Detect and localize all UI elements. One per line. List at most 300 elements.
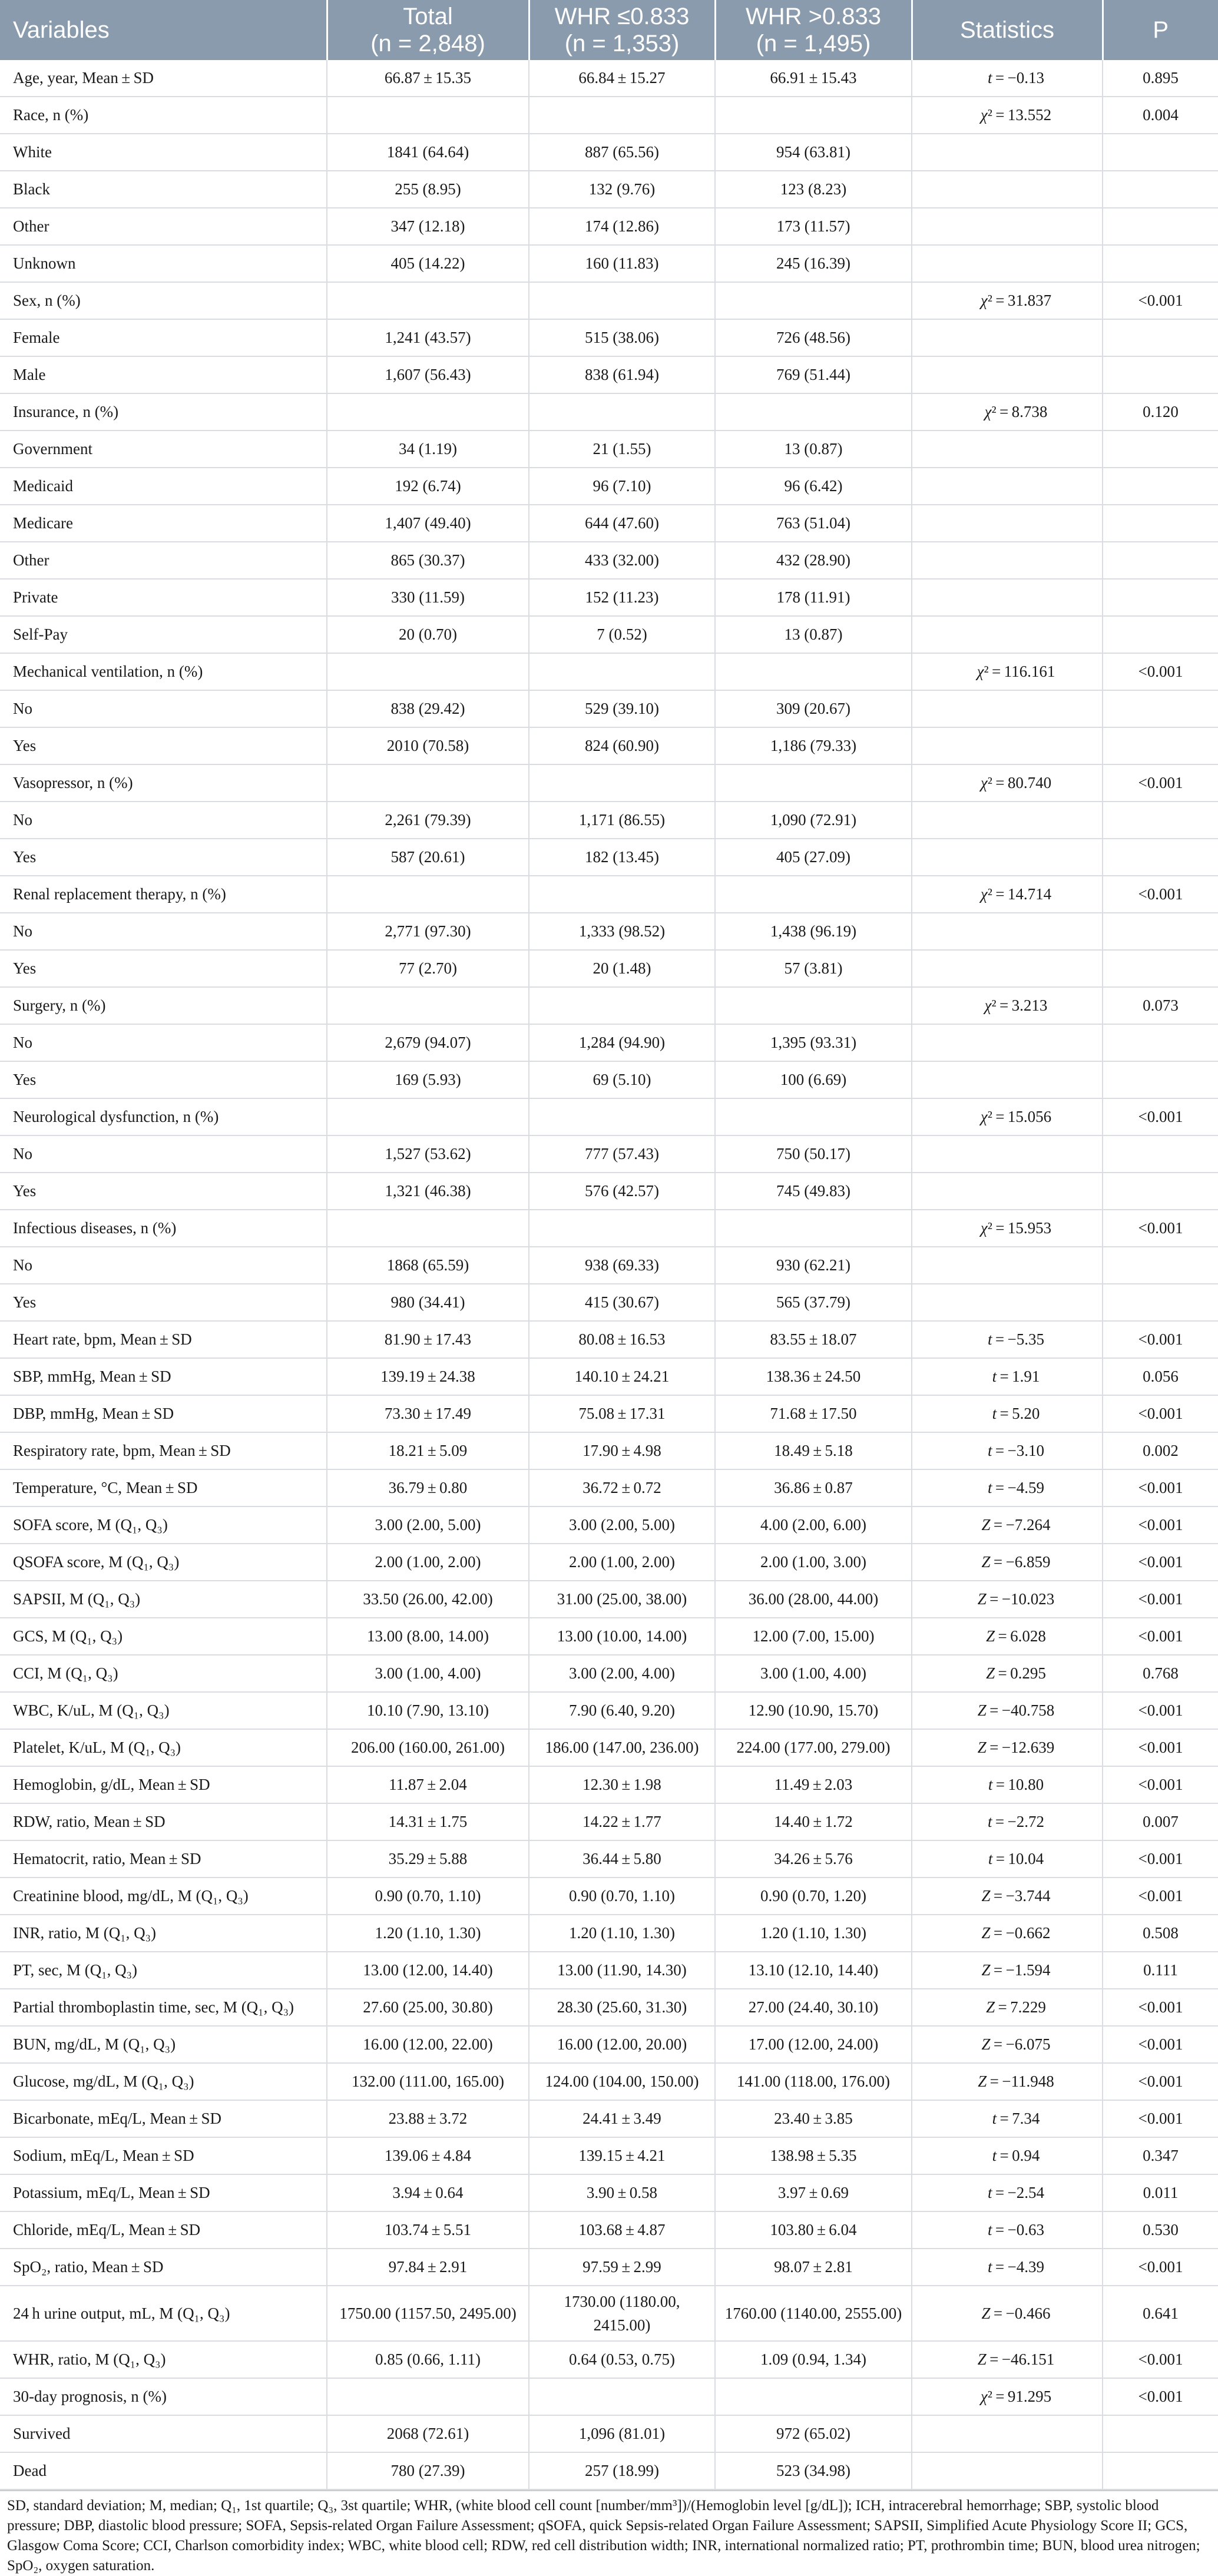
whr-high-cell: 750 (50.17) — [715, 1135, 912, 1173]
total-cell: 1750.00 (1157.50, 2495.00) — [327, 2286, 529, 2341]
statistic-symbol: t — [992, 1368, 997, 1385]
p-value-cell: <0.001 — [1103, 2249, 1218, 2286]
table-row — [0, 60, 1218, 97]
variable-cell: SAPSII, M (Q₁, Q₃) — [0, 1581, 327, 1618]
statistics-cell: Z = −40.758 — [912, 1692, 1103, 1729]
statistic-symbol: Z — [986, 1627, 995, 1645]
statistic-symbol: t — [987, 2258, 992, 2276]
statistics-cell — [912, 468, 1103, 505]
statistic-symbol: Z — [977, 2350, 987, 2368]
statistics-cell: χ² = 80.740 — [912, 764, 1103, 802]
total-cell: 3.94 ± 0.64 — [327, 2174, 529, 2211]
table-row — [0, 1618, 1218, 1655]
whr-high-cell: 173 (11.57) — [715, 208, 912, 245]
statistics-cell: Z = −12.639 — [912, 1729, 1103, 1766]
table-row — [0, 1915, 1218, 1952]
table-row — [0, 1358, 1218, 1395]
header-whr-high — [715, 0, 912, 60]
variable-cell: No — [0, 690, 327, 727]
variable-cell: Yes — [0, 1284, 327, 1321]
total-cell: 139.06 ± 4.84 — [327, 2137, 529, 2174]
whr-high-cell: 13.10 (12.10, 14.40) — [715, 1952, 912, 1989]
whr-low-cell: 182 (13.45) — [529, 839, 715, 876]
statistics-cell: t = 0.94 — [912, 2137, 1103, 2174]
whr-low-cell: 938 (69.33) — [529, 1247, 715, 1284]
total-cell: 35.29 ± 5.88 — [327, 1840, 529, 1878]
total-cell: 330 (11.59) — [327, 579, 529, 616]
total-cell: 1,607 (56.43) — [327, 356, 529, 393]
whr-high-cell: 769 (51.44) — [715, 356, 912, 393]
p-value-cell — [1103, 950, 1218, 987]
statistics-cell: χ² = 31.837 — [912, 282, 1103, 319]
whr-high-cell: 17.00 (12.00, 24.00) — [715, 2026, 912, 2063]
table-row — [0, 1284, 1218, 1321]
table-row — [0, 1061, 1218, 1098]
whr-high-cell: 123 (8.23) — [715, 171, 912, 208]
variable-cell: Female — [0, 319, 327, 356]
table-row — [0, 1878, 1218, 1915]
variable-cell: WHR, ratio, M (Q₁, Q₃) — [0, 2341, 327, 2378]
variable-cell: QSOFA score, M (Q₁, Q₃) — [0, 1544, 327, 1581]
statistic-symbol: Z — [986, 1998, 995, 2016]
statistics-cell — [912, 1024, 1103, 1061]
total-cell: 103.74 ± 5.51 — [327, 2211, 529, 2249]
p-value-cell: 0.641 — [1103, 2286, 1218, 2341]
p-value-cell: <0.001 — [1103, 1840, 1218, 1878]
table-row — [0, 2026, 1218, 2063]
whr-high-cell: 100 (6.69) — [715, 1061, 912, 1098]
statistics-cell: χ² = 15.953 — [912, 1210, 1103, 1247]
whr-high-cell: 745 (49.83) — [715, 1173, 912, 1210]
total-cell: 2010 (70.58) — [327, 727, 529, 764]
whr-high-cell: 1,090 (72.91) — [715, 802, 912, 839]
header-statistics: Statistics — [912, 0, 1103, 60]
total-cell: 838 (29.42) — [327, 690, 529, 727]
p-value-cell: <0.001 — [1103, 2100, 1218, 2137]
whr-low-cell: 3.00 (2.00, 4.00) — [529, 1655, 715, 1692]
table-row — [0, 1173, 1218, 1210]
p-value-cell — [1103, 1061, 1218, 1098]
variable-cell: Yes — [0, 727, 327, 764]
whr-low-cell: 97.59 ± 2.99 — [529, 2249, 715, 2286]
statistic-symbol: χ — [980, 2388, 988, 2405]
whr-low-cell: 152 (11.23) — [529, 579, 715, 616]
whr-low-cell — [529, 653, 715, 690]
total-cell — [327, 1210, 529, 1247]
whr-low-cell — [529, 1210, 715, 1247]
statistic-symbol: χ — [980, 1108, 988, 1125]
total-cell: 1,407 (49.40) — [327, 505, 529, 542]
table-row — [0, 727, 1218, 764]
total-cell: 139.19 ± 24.38 — [327, 1358, 529, 1395]
table-body — [0, 60, 1218, 2489]
total-cell: 980 (34.41) — [327, 1284, 529, 1321]
p-value-cell — [1103, 1135, 1218, 1173]
statistics-cell — [912, 950, 1103, 987]
header-total-n: (n = 2,848) — [370, 31, 485, 57]
whr-low-cell: 36.44 ± 5.80 — [529, 1840, 715, 1878]
variable-cell: Unknown — [0, 245, 327, 282]
whr-low-cell: 433 (32.00) — [529, 542, 715, 579]
statistics-cell: t = −4.59 — [912, 1469, 1103, 1506]
statistics-cell — [912, 616, 1103, 653]
total-cell: 865 (30.37) — [327, 542, 529, 579]
whr-high-cell: 27.00 (24.40, 30.10) — [715, 1989, 912, 2026]
variable-cell: WBC, K/uL, M (Q₁, Q₃) — [0, 1692, 327, 1729]
whr-low-cell: 1730.00 (1180.00, 2415.00) — [529, 2286, 715, 2341]
table-row — [0, 802, 1218, 839]
table-row — [0, 468, 1218, 505]
whr-high-cell: 0.90 (0.70, 1.20) — [715, 1878, 912, 1915]
table-row — [0, 542, 1218, 579]
table-row — [0, 1432, 1218, 1469]
p-value-cell: <0.001 — [1103, 1544, 1218, 1581]
statistics-cell: Z = −11.948 — [912, 2063, 1103, 2100]
whr-low-cell: 186.00 (147.00, 236.00) — [529, 1729, 715, 1766]
whr-low-cell: 96 (7.10) — [529, 468, 715, 505]
variable-cell: Yes — [0, 1061, 327, 1098]
whr-high-cell: 405 (27.09) — [715, 839, 912, 876]
whr-low-cell: 17.90 ± 4.98 — [529, 1432, 715, 1469]
variable-cell: No — [0, 1024, 327, 1061]
whr-low-cell — [529, 393, 715, 431]
p-value-cell: 0.056 — [1103, 1358, 1218, 1395]
total-cell: 16.00 (12.00, 22.00) — [327, 2026, 529, 2063]
whr-low-cell: 36.72 ± 0.72 — [529, 1469, 715, 1506]
variable-cell: Glucose, mg/dL, M (Q₁, Q₃) — [0, 2063, 327, 2100]
whr-high-cell: 138.98 ± 5.35 — [715, 2137, 912, 2174]
variable-cell: Private — [0, 579, 327, 616]
whr-high-cell: 98.07 ± 2.81 — [715, 2249, 912, 2286]
statistics-cell: χ² = 14.714 — [912, 876, 1103, 913]
variable-cell: Hemoglobin, g/dL, Mean ± SD — [0, 1766, 327, 1803]
variable-cell: Renal replacement therapy, n (%) — [0, 876, 327, 913]
p-value-cell: <0.001 — [1103, 1766, 1218, 1803]
table-row — [0, 987, 1218, 1024]
total-cell: 1.20 (1.10, 1.30) — [327, 1915, 529, 1952]
whr-low-cell: 824 (60.90) — [529, 727, 715, 764]
total-cell: 77 (2.70) — [327, 950, 529, 987]
total-cell: 66.87 ± 15.35 — [327, 60, 529, 97]
total-cell: 169 (5.93) — [327, 1061, 529, 1098]
total-cell: 2068 (72.61) — [327, 2415, 529, 2452]
statistics-cell — [912, 802, 1103, 839]
table-row — [0, 1321, 1218, 1358]
statistics-cell: χ² = 116.161 — [912, 653, 1103, 690]
statistics-cell: t = 10.04 — [912, 1840, 1103, 1878]
statistic-symbol: Z — [981, 2305, 991, 2322]
total-cell: 34 (1.19) — [327, 431, 529, 468]
total-cell: 192 (6.74) — [327, 468, 529, 505]
statistics-cell — [912, 245, 1103, 282]
p-value-cell: <0.001 — [1103, 2378, 1218, 2415]
whr-high-cell: 66.91 ± 15.43 — [715, 60, 912, 97]
variable-cell: White — [0, 134, 327, 171]
whr-low-cell: 31.00 (25.00, 38.00) — [529, 1581, 715, 1618]
statistic-symbol: χ — [977, 663, 984, 680]
whr-high-cell — [715, 987, 912, 1024]
p-value-cell: 0.111 — [1103, 1952, 1218, 1989]
table-row — [0, 393, 1218, 431]
table-row — [0, 431, 1218, 468]
statistics-cell — [912, 171, 1103, 208]
whr-high-cell — [715, 653, 912, 690]
whr-high-cell: 1,438 (96.19) — [715, 913, 912, 950]
table-row — [0, 2378, 1218, 2415]
whr-low-cell: 13.00 (11.90, 14.30) — [529, 1952, 715, 1989]
table-row — [0, 913, 1218, 950]
statistics-cell — [912, 2452, 1103, 2489]
statistics-cell: t = −2.72 — [912, 1803, 1103, 1840]
variable-cell: CCI, M (Q₁, Q₃) — [0, 1655, 327, 1692]
total-cell: 1,527 (53.62) — [327, 1135, 529, 1173]
whr-high-cell — [715, 2378, 912, 2415]
table-row — [0, 2341, 1218, 2378]
p-value-cell: <0.001 — [1103, 2341, 1218, 2378]
whr-low-cell: 13.00 (10.00, 14.00) — [529, 1618, 715, 1655]
statistics-cell: t = −3.10 — [912, 1432, 1103, 1469]
total-cell — [327, 282, 529, 319]
statistic-symbol: χ — [980, 885, 988, 903]
statistics-cell: t = 7.34 — [912, 2100, 1103, 2137]
statistics-cell — [912, 1247, 1103, 1284]
table-row — [0, 1135, 1218, 1173]
variable-cell: Sodium, mEq/L, Mean ± SD — [0, 2137, 327, 2174]
statistics-cell: t = −2.54 — [912, 2174, 1103, 2211]
total-cell: 3.00 (1.00, 4.00) — [327, 1655, 529, 1692]
whr-high-cell: 36.00 (28.00, 44.00) — [715, 1581, 912, 1618]
statistics-cell — [912, 913, 1103, 950]
statistics-cell: Z = −1.594 — [912, 1952, 1103, 1989]
table-row — [0, 245, 1218, 282]
statistic-symbol: χ — [980, 106, 988, 124]
p-value-cell — [1103, 2415, 1218, 2452]
whr-low-cell: 21 (1.55) — [529, 431, 715, 468]
statistics-cell — [912, 319, 1103, 356]
statistic-symbol: t — [988, 1850, 993, 1868]
p-value-cell — [1103, 2452, 1218, 2489]
whr-low-cell: 69 (5.10) — [529, 1061, 715, 1098]
whr-low-cell: 1,284 (94.90) — [529, 1024, 715, 1061]
total-cell: 73.30 ± 17.49 — [327, 1395, 529, 1432]
p-value-cell — [1103, 468, 1218, 505]
statistics-cell — [912, 542, 1103, 579]
p-value-cell: <0.001 — [1103, 1506, 1218, 1544]
table-row — [0, 2249, 1218, 2286]
table-row — [0, 2063, 1218, 2100]
total-cell: 255 (8.95) — [327, 171, 529, 208]
table-row — [0, 2415, 1218, 2452]
whr-high-cell — [715, 764, 912, 802]
statistic-symbol: t — [988, 1776, 993, 1793]
whr-low-cell: 887 (65.56) — [529, 134, 715, 171]
whr-low-cell: 7 (0.52) — [529, 616, 715, 653]
statistics-cell — [912, 1061, 1103, 1098]
p-value-cell: <0.001 — [1103, 1729, 1218, 1766]
p-value-cell: <0.001 — [1103, 1989, 1218, 2026]
table-row — [0, 1210, 1218, 1247]
whr-high-cell: 36.86 ± 0.87 — [715, 1469, 912, 1506]
statistics-cell: t = −0.63 — [912, 2211, 1103, 2249]
whr-low-cell: 515 (38.06) — [529, 319, 715, 356]
variable-cell: Other — [0, 542, 327, 579]
variable-cell: Heart rate, bpm, Mean ± SD — [0, 1321, 327, 1358]
variable-cell: Chloride, mEq/L, Mean ± SD — [0, 2211, 327, 2249]
total-cell: 2,261 (79.39) — [327, 802, 529, 839]
whr-low-cell — [529, 876, 715, 913]
whr-high-cell: 3.97 ± 0.69 — [715, 2174, 912, 2211]
total-cell: 18.21 ± 5.09 — [327, 1432, 529, 1469]
total-cell: 10.10 (7.90, 13.10) — [327, 1692, 529, 1729]
variable-cell: Race, n (%) — [0, 97, 327, 134]
total-cell — [327, 987, 529, 1024]
whr-low-cell: 1.20 (1.10, 1.30) — [529, 1915, 715, 1952]
variable-cell: SOFA score, M (Q₁, Q₃) — [0, 1506, 327, 1544]
variable-cell: RDW, ratio, Mean ± SD — [0, 1803, 327, 1840]
p-value-cell: <0.001 — [1103, 2026, 1218, 2063]
whr-high-cell: 1,186 (79.33) — [715, 727, 912, 764]
p-value-cell — [1103, 913, 1218, 950]
p-value-cell: <0.001 — [1103, 1321, 1218, 1358]
statistics-cell — [912, 579, 1103, 616]
table-row — [0, 1803, 1218, 1840]
statistics-cell — [912, 690, 1103, 727]
variable-cell: Respiratory rate, bpm, Mean ± SD — [0, 1432, 327, 1469]
whr-low-cell: 66.84 ± 15.27 — [529, 60, 715, 97]
whr-high-cell: 3.00 (1.00, 4.00) — [715, 1655, 912, 1692]
whr-low-cell: 140.10 ± 24.21 — [529, 1358, 715, 1395]
statistic-symbol: Z — [981, 1887, 991, 1905]
statistic-symbol: Z — [981, 2035, 991, 2053]
table-row — [0, 1766, 1218, 1803]
table-row — [0, 1395, 1218, 1432]
whr-low-cell: 20 (1.48) — [529, 950, 715, 987]
p-value-cell — [1103, 616, 1218, 653]
p-value-cell: <0.001 — [1103, 1469, 1218, 1506]
p-value-cell — [1103, 356, 1218, 393]
table-row — [0, 134, 1218, 171]
p-value-cell — [1103, 245, 1218, 282]
statistics-cell — [912, 505, 1103, 542]
statistics-cell: t = −5.35 — [912, 1321, 1103, 1358]
statistics-cell: t = −0.13 — [912, 60, 1103, 97]
table-row — [0, 1840, 1218, 1878]
whr-high-cell: 1.20 (1.10, 1.30) — [715, 1915, 912, 1952]
table-row — [0, 690, 1218, 727]
p-value-cell: <0.001 — [1103, 1210, 1218, 1247]
statistic-symbol: Z — [981, 1553, 991, 1571]
table-row — [0, 2174, 1218, 2211]
whr-high-cell: 14.40 ± 1.72 — [715, 1803, 912, 1840]
whr-high-cell: 138.36 ± 24.50 — [715, 1358, 912, 1395]
table-row — [0, 171, 1218, 208]
whr-low-cell: 14.22 ± 1.77 — [529, 1803, 715, 1840]
variable-cell: No — [0, 802, 327, 839]
table-row — [0, 616, 1218, 653]
whr-low-cell: 576 (42.57) — [529, 1173, 715, 1210]
p-value-cell — [1103, 319, 1218, 356]
header-total — [327, 0, 529, 60]
whr-high-cell: 141.00 (118.00, 176.00) — [715, 2063, 912, 2100]
whr-low-cell: 1,171 (86.55) — [529, 802, 715, 839]
variable-cell: 30-day prognosis, n (%) — [0, 2378, 327, 2415]
whr-low-cell: 3.00 (2.00, 5.00) — [529, 1506, 715, 1544]
whr-low-cell: 24.41 ± 3.49 — [529, 2100, 715, 2137]
total-cell: 0.90 (0.70, 1.10) — [327, 1878, 529, 1915]
whr-high-cell: 954 (63.81) — [715, 134, 912, 171]
whr-low-cell — [529, 282, 715, 319]
statistics-cell: χ² = 13.552 — [912, 97, 1103, 134]
total-cell: 1841 (64.64) — [327, 134, 529, 171]
p-value-cell: <0.001 — [1103, 1618, 1218, 1655]
variable-cell: Sex, n (%) — [0, 282, 327, 319]
statistics-cell: t = 1.91 — [912, 1358, 1103, 1395]
whr-low-cell: 777 (57.43) — [529, 1135, 715, 1173]
whr-low-cell: 415 (30.67) — [529, 1284, 715, 1321]
statistics-cell: Z = 0.295 — [912, 1655, 1103, 1692]
statistic-symbol: t — [987, 2221, 992, 2239]
statistic-symbol: Z — [986, 1664, 995, 1682]
table-row — [0, 208, 1218, 245]
table-row — [0, 1506, 1218, 1544]
p-value-cell — [1103, 579, 1218, 616]
variable-cell: SBP, mmHg, Mean ± SD — [0, 1358, 327, 1395]
whr-low-cell: 1,096 (81.01) — [529, 2415, 715, 2452]
whr-high-cell: 18.49 ± 5.18 — [715, 1432, 912, 1469]
variable-cell: Potassium, mEq/L, Mean ± SD — [0, 2174, 327, 2211]
whr-high-cell — [715, 393, 912, 431]
p-value-cell: 0.508 — [1103, 1915, 1218, 1952]
table-header — [0, 0, 1218, 60]
table-row — [0, 1692, 1218, 1729]
table-row — [0, 2137, 1218, 2174]
table-row — [0, 319, 1218, 356]
p-value-cell — [1103, 431, 1218, 468]
variable-cell: Temperature, °C, Mean ± SD — [0, 1469, 327, 1506]
whr-high-cell: 1,395 (93.31) — [715, 1024, 912, 1061]
variable-cell: Partial thromboplastin time, sec, M (Q₁, Q₃) — [0, 1989, 327, 2026]
whr-low-cell: 2.00 (1.00, 2.00) — [529, 1544, 715, 1581]
statistic-symbol: t — [992, 2110, 997, 2127]
total-cell: 97.84 ± 2.91 — [327, 2249, 529, 2286]
p-value-cell: 0.120 — [1103, 393, 1218, 431]
whr-high-cell: 309 (20.67) — [715, 690, 912, 727]
table-row — [0, 1469, 1218, 1506]
header-p-value: P — [1103, 0, 1218, 60]
whr-high-cell: 23.40 ± 3.85 — [715, 2100, 912, 2137]
variable-cell: Vasopressor, n (%) — [0, 764, 327, 802]
statistics-cell: Z = −10.023 — [912, 1581, 1103, 1618]
variable-cell: Yes — [0, 839, 327, 876]
statistics-cell — [912, 1135, 1103, 1173]
variable-cell: Age, year, Mean ± SD — [0, 60, 327, 97]
whr-high-cell: 523 (34.98) — [715, 2452, 912, 2489]
statistic-symbol: t — [987, 1813, 992, 1830]
total-cell: 13.00 (8.00, 14.00) — [327, 1618, 529, 1655]
whr-low-cell: 644 (47.60) — [529, 505, 715, 542]
whr-high-cell: 178 (11.91) — [715, 579, 912, 616]
whr-high-cell: 2.00 (1.00, 3.00) — [715, 1544, 912, 1581]
total-cell: 132.00 (111.00, 165.00) — [327, 2063, 529, 2100]
total-cell: 33.50 (26.00, 42.00) — [327, 1581, 529, 1618]
total-cell — [327, 2378, 529, 2415]
whr-high-cell: 13 (0.87) — [715, 431, 912, 468]
total-cell — [327, 764, 529, 802]
p-value-cell — [1103, 542, 1218, 579]
variable-cell: GCS, M (Q₁, Q₃) — [0, 1618, 327, 1655]
variable-cell: INR, ratio, M (Q₁, Q₃) — [0, 1915, 327, 1952]
p-value-cell — [1103, 1284, 1218, 1321]
